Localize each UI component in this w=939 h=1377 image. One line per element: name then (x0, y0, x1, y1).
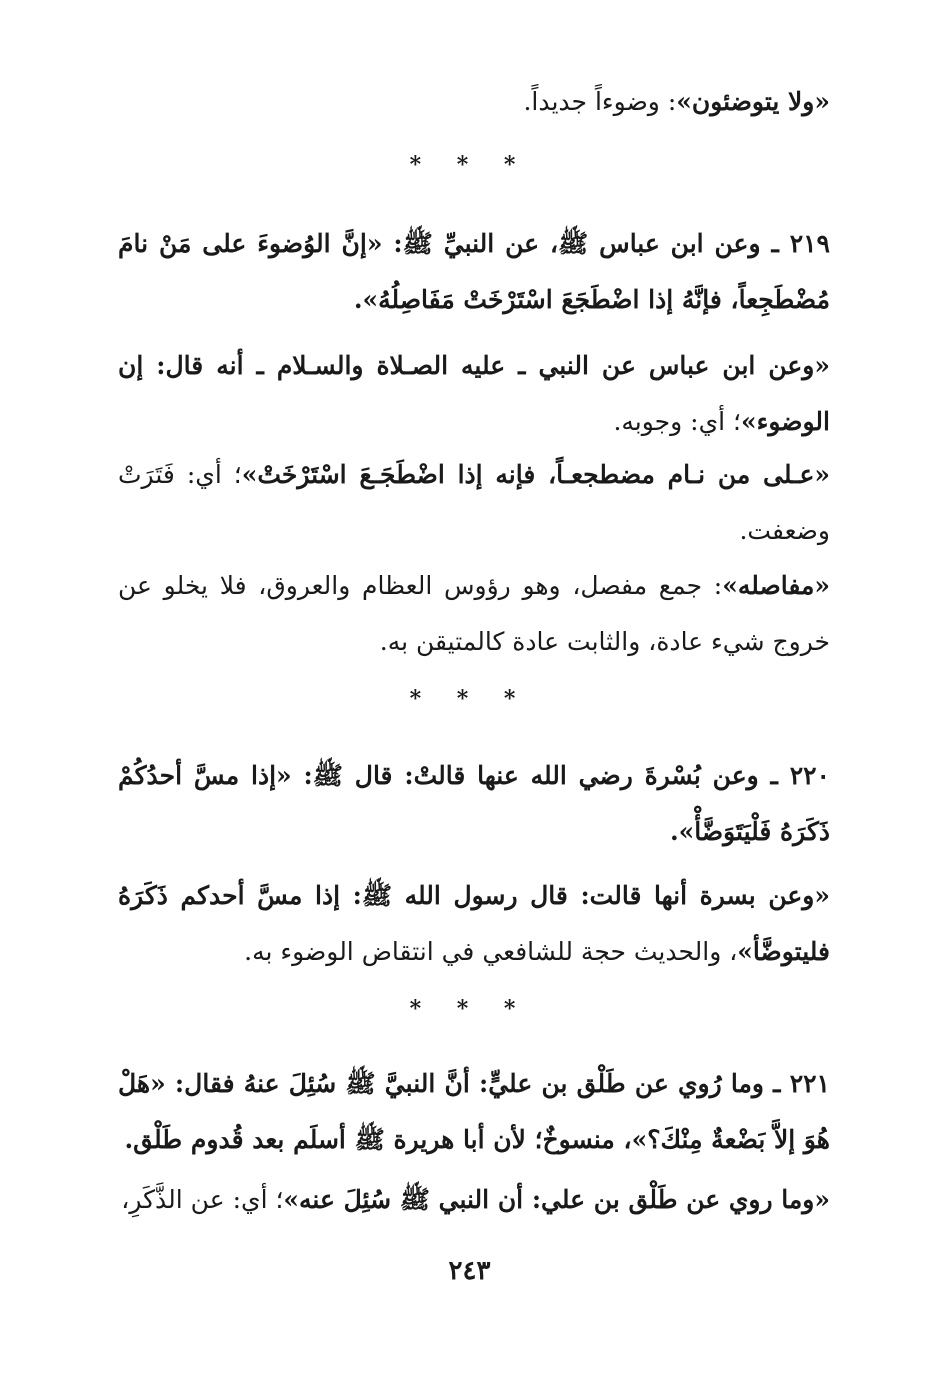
quoted-lead: «عـلى من نـام مضطجعـاً، فإنه إذا اضْطَجَـعَ اسْتَرْخَتْ» (241, 460, 830, 489)
paragraph-continuation (118, 74, 830, 130)
commentary-paragraph (118, 338, 830, 450)
section-separator: * * * (409, 996, 530, 1022)
hadith-219: ٢١٩ ـ وعن ابن عباس ﷺ، عن النبيِّ ﷺ: «إنَّ الوُضوءَ على مَنْ نامَ مُضْطَجِعاً، فإنَّهُ إذا اضْطَجَعَ اسْتَرْخَتْ مَفَاصِلُهُ». (118, 229, 830, 314)
commentary-paragraph (118, 868, 830, 980)
hadith-220: ٢٢٠ ـ وعن بُسْرةَ رضي الله عنها قالتْ: قال ﷺ: «إذا مسَّ أحدُكُمْ ذَكَرَهُ فَلْيَتَوَضَّأْ». (118, 761, 830, 846)
section-separator: * * * (409, 686, 530, 712)
commentary-text: ؛ أي: عن الذَّكَرِ، (121, 1185, 284, 1214)
commentary-paragraph (118, 447, 830, 559)
quoted-lead: «ولا يتوضئون» (676, 87, 830, 116)
commentary-text: ، والحديث حجة للشافعي في انتقاض الوضوء به. (244, 937, 738, 966)
page-number: ٢٤٣ (448, 1256, 491, 1286)
commentary-text: : وضوءاً جديداً. (523, 87, 677, 116)
commentary-paragraph (118, 1172, 830, 1228)
section-separator: * * * (409, 152, 530, 178)
quoted-lead: ٢٢١ ـ وما رُوي عن طَلْق بن عليٍّ: أنَّ النبيَّ ﷺ سُئِلَ عنهُ فقال: «هَلْ هُوَ إلاَّ بَضْعةٌ مِنْكَ؟» (118, 1069, 830, 1154)
commentary-text: ؛ أي: فَتَرَتْ وضعفت. (118, 460, 830, 545)
commentary-text: : جمع مفصل، وهو رؤوس العظام والعروق، فلا يخلو عن خروج شيء عادة، والثابت عادة كالمتيقن به. (118, 571, 830, 656)
quoted-lead: «وعن ابن عباس عن النبي ـ عليه الصـلاة والسـلام ـ أنه قال: إن الوضوء» (118, 351, 830, 436)
commentary-text: ، منسوخٌ؛ لأن أبا هريرة ﷺ أسلَم بعد قُدوم طَلْق. (124, 1125, 632, 1154)
quoted-lead: «مفاصله» (722, 571, 830, 600)
hadith-221 (118, 1056, 830, 1168)
quoted-lead: «وعن بسرة أنها قالت: قال رسول الله ﷺ: إذا مسَّ أحدكم ذَكَرَهُ فليتوضَّأ» (118, 881, 830, 966)
commentary-paragraph (118, 558, 830, 670)
quoted-lead: «وما روي عن طَلْق بن علي: أن النبي ﷺ سُئِلَ عنه» (283, 1185, 830, 1214)
commentary-text: ؛ أي: وجوبه. (613, 407, 741, 436)
